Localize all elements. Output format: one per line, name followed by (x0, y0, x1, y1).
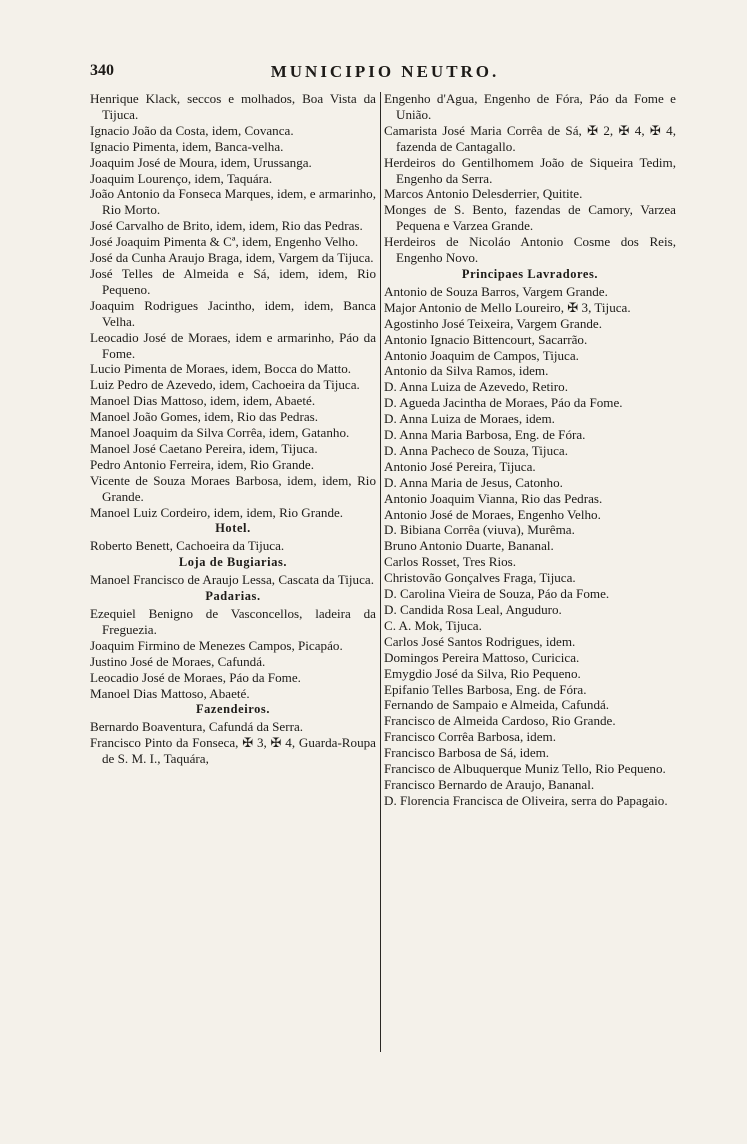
directory-entry: José Telles de Almeida e Sá, idem, idem, Rio Pequeno. (90, 265, 376, 297)
directory-entry: D. Candida Rosa Leal, Anguduro. (384, 602, 562, 617)
directory-entry: Francisco Pinto da Fonseca, ✠ 3, ✠ 4, Guarda-Roupa de S. M. I., Taquára, (90, 735, 376, 767)
directory-entry: Ignacio João da Costa, idem, Covanca. (90, 122, 294, 138)
left-column (90, 91, 376, 767)
section-heading: Padarias. (205, 589, 261, 604)
directory-entry: Bruno Antonio Duarte, Bananal. (384, 538, 554, 554)
directory-entry: Francisco de Albuquerque Muniz Tello, Rio Pequeno. (384, 761, 666, 777)
directory-entry: Manoel Dias Mattoso, Abaeté. (90, 685, 250, 701)
directory-entry: Justino José de Moraes, Cafundá. (90, 653, 266, 669)
directory-entry: Camarista José Maria Corrêa de Sá, ✠ 2, ✠ 4, ✠ 4, fazenda de Cantagallo. (384, 122, 676, 154)
directory-entry: Bernardo Boaventura, Cafundá da Serra. (90, 719, 304, 735)
directory-entry: Major Antonio de Mello Loureiro, ✠ 3, Tijuca. (384, 299, 631, 315)
directory-entry: Epifanio Telles Barbosa, Eng. de Fóra. (384, 681, 587, 697)
directory-entry: Fernando de Sampaio e Almeida, Cafundá. (384, 697, 610, 713)
directory-entry: Antonio José de Moraes, Engenho Velho. (384, 506, 601, 522)
directory-entry: D. Anna Maria Barbosa, Eng. de Fóra. (384, 427, 586, 443)
page-title: MUNICIPIO NEUTRO. (270, 62, 500, 81)
directory-entry: Christovão Gonçalves Fraga, Tijuca. (384, 570, 576, 586)
directory-entry: Ezequiel Benigno de Vasconcellos, ladeira da Freguezia. (90, 606, 376, 637)
section-heading: Fazendeiros. (195, 702, 271, 717)
directory-entry: José Carvalho de Brito, idem, idem, Rio das Pedras. (90, 218, 363, 234)
page-number: 340 (90, 62, 114, 79)
directory-entry: D. Anna Pacheco de Souza, Tijuca. (384, 442, 569, 458)
section-heading: Loja de Bugiarias. (178, 555, 288, 570)
directory-entry: Antonio José Pereira, Tijuca. (384, 458, 536, 474)
directory-entry: Agostinho José Teixeira, Vargem Grande. (384, 315, 602, 331)
directory-entry: Francisco Barbosa de Sá, idem. (384, 745, 550, 761)
directory-entry: D. Agueda Jacintha de Moraes, Páo da Fome. (384, 395, 623, 411)
directory-entry: D. Anna Maria de Jesus, Catonho. (384, 474, 563, 490)
directory-entry: Carlos Rosset, Tres Rios. (384, 554, 517, 570)
directory-entry: Engenho d'Agua, Engenho de Fóra, Páo da Fome e União. (384, 91, 676, 122)
directory-entry: José da Cunha Araujo Braga, idem, Vargem da Tijuca. (90, 250, 374, 266)
section-heading: Principaes Lavradores. (461, 266, 599, 281)
directory-entry: Francisco de Almeida Cardoso, Rio Grande. (384, 713, 616, 729)
directory-entry: Manoel Luiz Cordeiro, idem, idem, Rio Grande. (90, 504, 344, 520)
column-divider (380, 92, 381, 1052)
section-heading: Hotel. (215, 521, 251, 536)
directory-entry: Roberto Benett, Cachoeira da Tijuca. (90, 538, 285, 554)
directory-entry: Emygdio José da Silva, Rio Pequeno. (384, 665, 581, 681)
directory-entry: Joaquim Lourenço, idem, Taquára. (90, 170, 273, 186)
directory-entry: D. Carolina Vieira de Souza, Páo da Fome. (384, 586, 610, 602)
directory-entry: Herdeiros de Nicoláo Antonio Cosme dos Reis, Engenho Novo. (384, 234, 676, 266)
page-header (90, 62, 680, 86)
directory-entry: D. Bibiana Corrêa (viuva), Murêma. (384, 522, 575, 538)
directory-entry: Lucio Pimenta de Moraes, idem, Bocca do Matto. (90, 361, 352, 377)
directory-entry: Francisco Corrêa Barbosa, idem. (384, 729, 556, 745)
directory-entry: João Antonio da Fonseca Marques, idem, e armarinho, Rio Morto. (90, 186, 376, 218)
directory-entry: Leocadio José de Moraes, idem e armarinho, Páo da Fome. (90, 329, 376, 361)
directory-entry: Henrique Klack, seccos e molhados, Boa Vista da Tijuca. (90, 91, 376, 122)
directory-entry: Luiz Pedro de Azevedo, idem, Cachoeira da Tijuca. (90, 377, 360, 393)
directory-entry: Joaquim Firmino de Menezes Campos, Picapáo. (90, 637, 343, 653)
directory-entry: D. Florencia Francisca de Oliveira, serra do Papagaio. (384, 792, 668, 808)
directory-entry: Joaquim José de Moura, idem, Urussanga. (90, 154, 312, 170)
directory-entry: Francisco Bernardo de Araujo, Bananal. (384, 776, 595, 792)
directory-entry: Marcos Antonio Delesderrier, Quitite. (384, 186, 583, 202)
directory-entry: Antonio da Silva Ramos, idem. (384, 363, 549, 379)
directory-entry: Manoel Joaquim da Silva Corrêa, idem, Gatanho. (90, 425, 350, 441)
directory-entry: Pedro Antonio Ferreira, idem, Rio Grande. (90, 456, 314, 472)
directory-entry: Antonio Joaquim Vianna, Rio das Pedras. (384, 490, 603, 506)
directory-entry: José Joaquim Pimenta & Cª, idem, Engenho Velho. (90, 234, 359, 250)
directory-entry: Manoel Dias Mattoso, idem, idem, Abaeté. (90, 393, 316, 409)
directory-entry: Joaquim Rodrigues Jacintho, idem, idem, Banca Velha. (90, 297, 376, 329)
directory-entry: Herdeiros do Gentilhomem João de Siqueira Tedim, Engenho da Serra. (384, 154, 676, 186)
directory-entry: Ignacio Pimenta, idem, Banca-velha. (90, 138, 284, 154)
directory-entry: Vicente de Souza Moraes Barbosa, idem, idem, Rio Grande. (90, 472, 376, 504)
directory-entry: Domingos Pereira Mattoso, Curicica. (384, 649, 580, 665)
directory-entry: D. Anna Luiza de Azevedo, Retiro. (384, 379, 568, 395)
directory-entry: D. Anna Luiza de Moraes, idem. (384, 411, 555, 427)
directory-entry: Antonio de Souza Barros, Vargem Grande. (384, 283, 608, 299)
directory-entry: Manoel João Gomes, idem, Rio das Pedras. (90, 409, 319, 425)
directory-entry: Antonio Ignacio Bittencourt, Sacarrão. (384, 331, 588, 347)
right-column (384, 91, 676, 809)
directory-entry: C. A. Mok, Tijuca. (384, 617, 482, 633)
directory-entry: Manoel José Caetano Pereira, idem, Tijuca. (90, 440, 318, 456)
directory-entry: Carlos José Santos Rodrigues, idem. (384, 633, 576, 649)
directory-entry: Manoel Francisco de Araujo Lessa, Cascata da Tijuca. (90, 572, 374, 588)
directory-entry: Antonio Joaquim de Campos, Tijuca. (384, 347, 579, 363)
directory-entry: Leocadio José de Moraes, Páo da Fome. (90, 669, 301, 685)
directory-entry: Monges de S. Bento, fazendas de Camory, Varzea Pequena e Varzea Grande. (384, 202, 676, 234)
